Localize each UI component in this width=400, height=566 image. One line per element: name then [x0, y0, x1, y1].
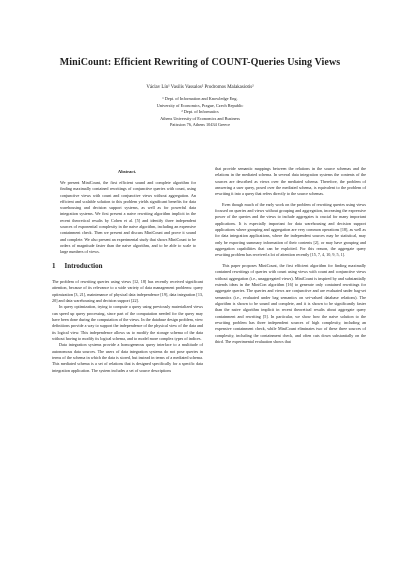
abstract-heading: Abstract.	[117, 169, 137, 174]
right-column	[215, 166, 366, 345]
section-heading	[52, 262, 103, 270]
section-title: Introduction	[64, 262, 103, 270]
affiliation-line: Patission 76, Athens 10434 Greece	[169, 122, 231, 128]
affiliation-line: ² Dept. of Informatics	[181, 109, 219, 115]
section-number: 1	[52, 262, 56, 270]
affiliation-line: ¹ Dept. of Information and Knowledge Eng.	[162, 96, 238, 101]
paragraph: In query optimization, trying to compute a query using previously materialized views can speed up query processing, since part of the computation needed for the query may have been done during the computation of the views. In the database design problem, view definitions provide a way to support the independence of the physical view of the data and its logical view. This independence allows us to modify the storage schema of the data without having to modify its logical schema, and to model more complex types of indices.	[52, 304, 203, 342]
paper-title: MiniCount: Efficient Rewriting of COUNT-Queries Using Views	[59, 57, 341, 68]
left-column	[52, 279, 203, 374]
affiliation-line: University of Economics, Prague, Czech Republic	[156, 102, 244, 108]
paragraph: This paper proposes MiniCount, the first efficient algorithm for finding maximally contained rewritings of queries with count using views with count and conjunctive views without aggregation (i.e., unaggregated views). MiniCount is inspired by and substantially extends ideas in the MiniCon algorithm [16] to generate only contained rewritings for aggregate queries. The queries and views are conjunctive and are evaluated under bag-set semantics (i.e., evaluated under bag semantics on set-valued database relations). The algorithm is shown to be sound and complete, and it is shown to be significantly faster than the naive algorithm implicit in recent theoretical results about aggregate query containment and rewriting [5]. In particular, we show how the naive solution to the rewriting problem has three independent sources of high complexity, including an expensive containment check, while MiniCount eliminates two of these three sources of complexity, including the containment check, and often cuts down substantially on the third. The experimental evaluation shows that	[215, 262, 366, 344]
paragraph: Even though much of the early work on the problem of rewriting queries using views focused on queries and views without grouping and aggregation, increasing the expressive power of the queries and the views to include aggregates is crucial for many important applications. It is especially important for data warehousing and decision support applications where grouping and aggregation are very common operations [18], as well as for data integration applications, where the independent sources may be statistical, may only be exporting summary information of their contents [2], or may have grouping and aggregation capabilities that can be exploited. For this reason, the aggregate query rewriting problem has received a lot of attention recently [15, 7, 4, 10, 9, 5, 1].	[215, 201, 366, 258]
affiliation-line: Athens University of Economics and Business	[160, 115, 240, 121]
paragraph: Data integration systems provide a homogeneous query interface to a multitude of autonomous data sources. The users of data integration systems do not pose queries in terms of the schema in which the data is stored, but instead in terms of a mediated schema. This mediated schema is a set of relations that is designed specifically for a specific data integration application. The system includes a set of source descriptions	[52, 342, 203, 373]
author-list: Václav Lín¹ Vasilis Vassalos² Prodromos Malakasiotis²	[146, 85, 254, 90]
paragraph: that provide semantic mappings between the relations in the source schemas and the relations in the mediated schema. In several data integration systems the contents of the sources are described as views over the mediated schema. Therefore, the problem of answering a user query, posed over the mediated schema, is equivalent to the problem of rewriting it into a query that refers directly to the source schemas.	[215, 166, 366, 197]
abstract-text: We present MiniCount, the first efficient sound and complete algorithm for finding maximally contained rewritings of conjunctive queries with count, using conjunctive views with count and conjunctive views without aggregation. An efficient and scalable solution to this problem yields significant benefits for data warehousing and decision support systems, as well as for powerful data integration systems. We first present a naive rewriting algorithm implicit in the recent theoretical results by Cohen et al. [5] and identify three independent sources of exponential complexity in the naive algorithm, including an expensive containment check. Then we present and discuss MiniCount and prove it sound and complete. We also present an experimental study that shows MiniCount to be orders of magnitude faster than the naive algorithm, and to be able to scale to large numbers of views.	[60, 180, 196, 255]
paragraph: The problem of rewriting queries using views [12, 18] has recently received significant attention, because of its relevance to a wide variety of data management problems: query optimization [3, 21], maintenance of physical data independence [19], data integration [13, 20] and data warehousing and decision support [22].	[52, 279, 203, 304]
affiliations	[0, 96, 400, 129]
